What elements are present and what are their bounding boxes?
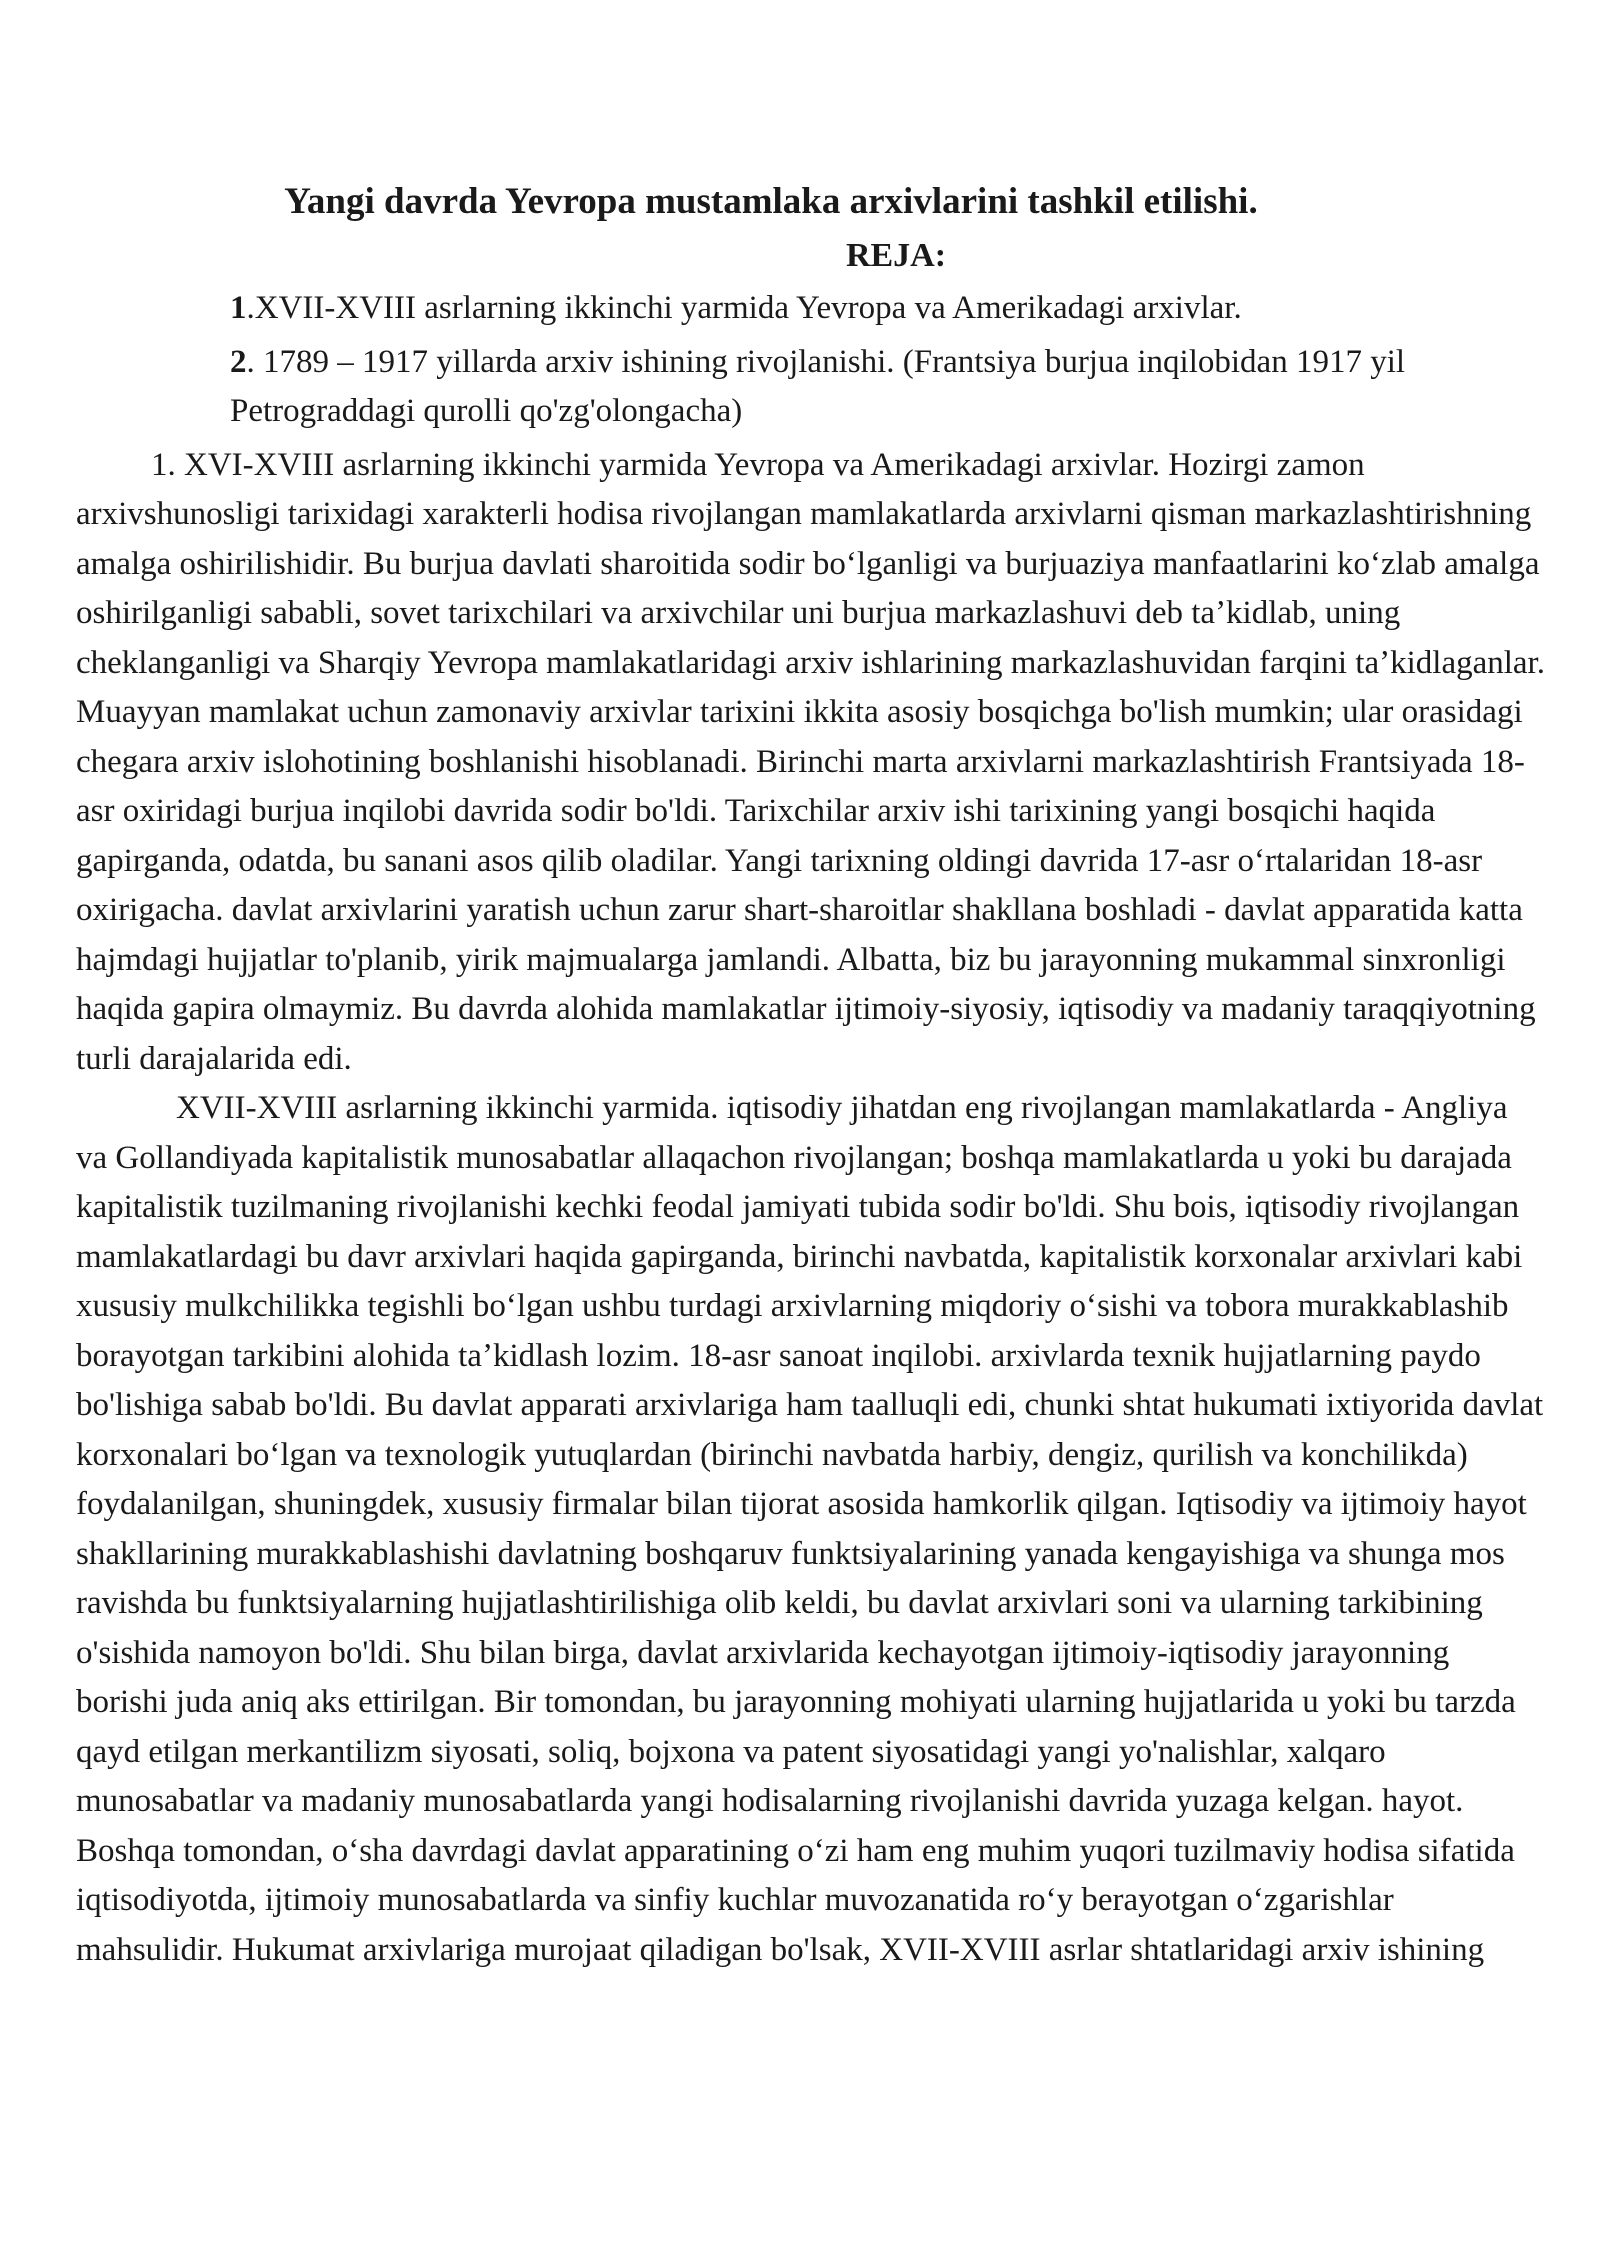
plan-item-text: .XVII-XVIII asrlarning ikkinchi yarmida Yevropa va Amerikadagi arxivlar. (246, 290, 1242, 326)
body-paragraph: 1. XVI-XVIII asrlarning ikkinchi yarmida Yevropa va Amerikadagi arxivlar. Hozirgi zamon arxivshunosligi tarixidagi xarakterli hodisa rivojlangan mamlakatlarda arxivlarni qisman markazlashtirishning amalga oshirilishidir. Bu burjua davlati sharoitida sodir boʻlganligi va burjuaziya manfaatlarini koʻzlab amalga oshirilganligi sababli, sovet tarixchilari va arxivchilar uni burjua markazlashuvi deb taʼkidlab, uning cheklanganligi va Sharqiy Yevropa mamlakatlaridagi arxiv ishlarining markazlashuvidan farqini taʼkidlaganlar. Muayyan mamlakat uchun zamonaviy arxivlar tarixini ikkita asosiy bosqichga bo'lish mumkin; ular orasidagi chegara arxiv islohotining boshlanishi hisoblanadi. Birinchi marta arxivlarni markazlashtirish Frantsiyada 18-asr oxiridagi burjua inqilobi davrida sodir bo'ldi. Tarixchilar arxiv ishi tarixining yangi bosqichi haqida gapirganda, odatda, bu sanani asos qilib oladilar. Yangi tarixning oldingi davrida 17-asr oʻrtalaridan 18-asr oxirigacha. davlat arxivlarini yaratish uchun zarur shart-sharoitlar shakllana boshladi - davlat apparatida katta hajmdagi hujjatlar to'planib, yirik majmualarga jamlandi. Albatta, biz bu jarayonning mukammal sinxronligi haqida gapira olmaymiz. Bu davrda alohida mamlakatlar ijtimoiy-siyosiy, iqtisodiy va madaniy taraqqiyotning turli darajalarida edi. (76, 446, 1545, 1077)
plan-item (230, 284, 1546, 334)
plan-heading: REJA: (845, 237, 947, 274)
body-paragraph: XVII-XVIII asrlarning ikkinchi yarmida. iqtisodiy jihatdan eng rivojlangan mamlakatlarda - Angliya va Gollandiyada kapitalistik munosabatlar allaqachon rivojlangan; boshqa mamlakatlarda u yoki bu darajada kapitalistik tuzilmaning rivojlanishi kechki feodal jamiyati tubida sodir bo'ldi. Shu bois, iqtisodiy rivojlangan mamlakatlardagi bu davr arxivlari haqida gapirganda, birinchi navbatda, kapitalistik korxonalar arxivlari kabi xususiy mulkchilikka tegishli boʻlgan ushbu turdagi arxivlarning miqdoriy oʻsishi va tobora murakkablashib borayotgan tarkibini alohida taʼkidlash lozim. 18-asr sanoat inqilobi. arxivlarda texnik hujjatlarning paydo bo'lishiga sabab bo'ldi. Bu davlat apparati arxivlariga ham taalluqli edi, chunki shtat hukumati ixtiyorida davlat korxonalari boʻlgan va texnologik yutuqlardan (birinchi navbatda harbiy, dengiz, qurilish va konchilikda) foydalanilgan, shuningdek, xususiy firmalar bilan tijorat asosida hamkorlik qilgan. Iqtisodiy va ijtimoiy hayot shakllarining murakkablashishi davlatning boshqaruv funktsiyalarining yanada kengayishiga va shunga mos ravishda bu funktsiyalarning hujjatlashtirilishiga olib keldi, bu davlat arxivlari soni va ularning tarkibining o'sishida namoyon bo'ldi. Shu bilan birga, davlat arxivlarida kechayotgan ijtimoiy-iqtisodiy jarayonning borishi juda aniq aks ettirilgan. Bir tomondan, bu jarayonning mohiyati ularning hujjatlarida u yoki bu tarzda qayd etilgan merkantilizm siyosati, soliq, bojxona va patent siyosatidagi yangi yo'nalishlar, xalqaro munosabatlar va madaniy munosabatlarda yangi hodisalarning rivojlanishi davrida yuzaga kelgan. hayot. Boshqa tomondan, oʻsha davrdagi davlat apparatining oʻzi ham eng muhim yuqori tuzilmaviy hodisa sifatida iqtisodiyotda, ijtimoiy munosabatlarda va sinfiy kuchlar muvozanatida roʻy berayotgan oʻzgarishlar mahsulidir. Hukumat arxivlariga murojaat qiladigan bo'lsak, XVII-XVIII asrlar shtatlaridagi arxiv ishining (76, 1090, 1544, 1968)
plan-item-number: 2 (230, 343, 247, 380)
document-title: Yangi davrda Yevropa mustamlaka arxivlarini tashkil etilishi. (284, 181, 1258, 222)
plan-item-number: 1 (230, 290, 247, 326)
document-page (76, 172, 1546, 1975)
plan-item-text: . 1789 – 1917 yillarda arxiv ishining rivojlanishi. (Frantsiya burjua inqilobidan 1917 yil Petrograddagi qurolli qo'zg'olongacha) (230, 343, 1406, 429)
plan-item (230, 338, 1546, 437)
